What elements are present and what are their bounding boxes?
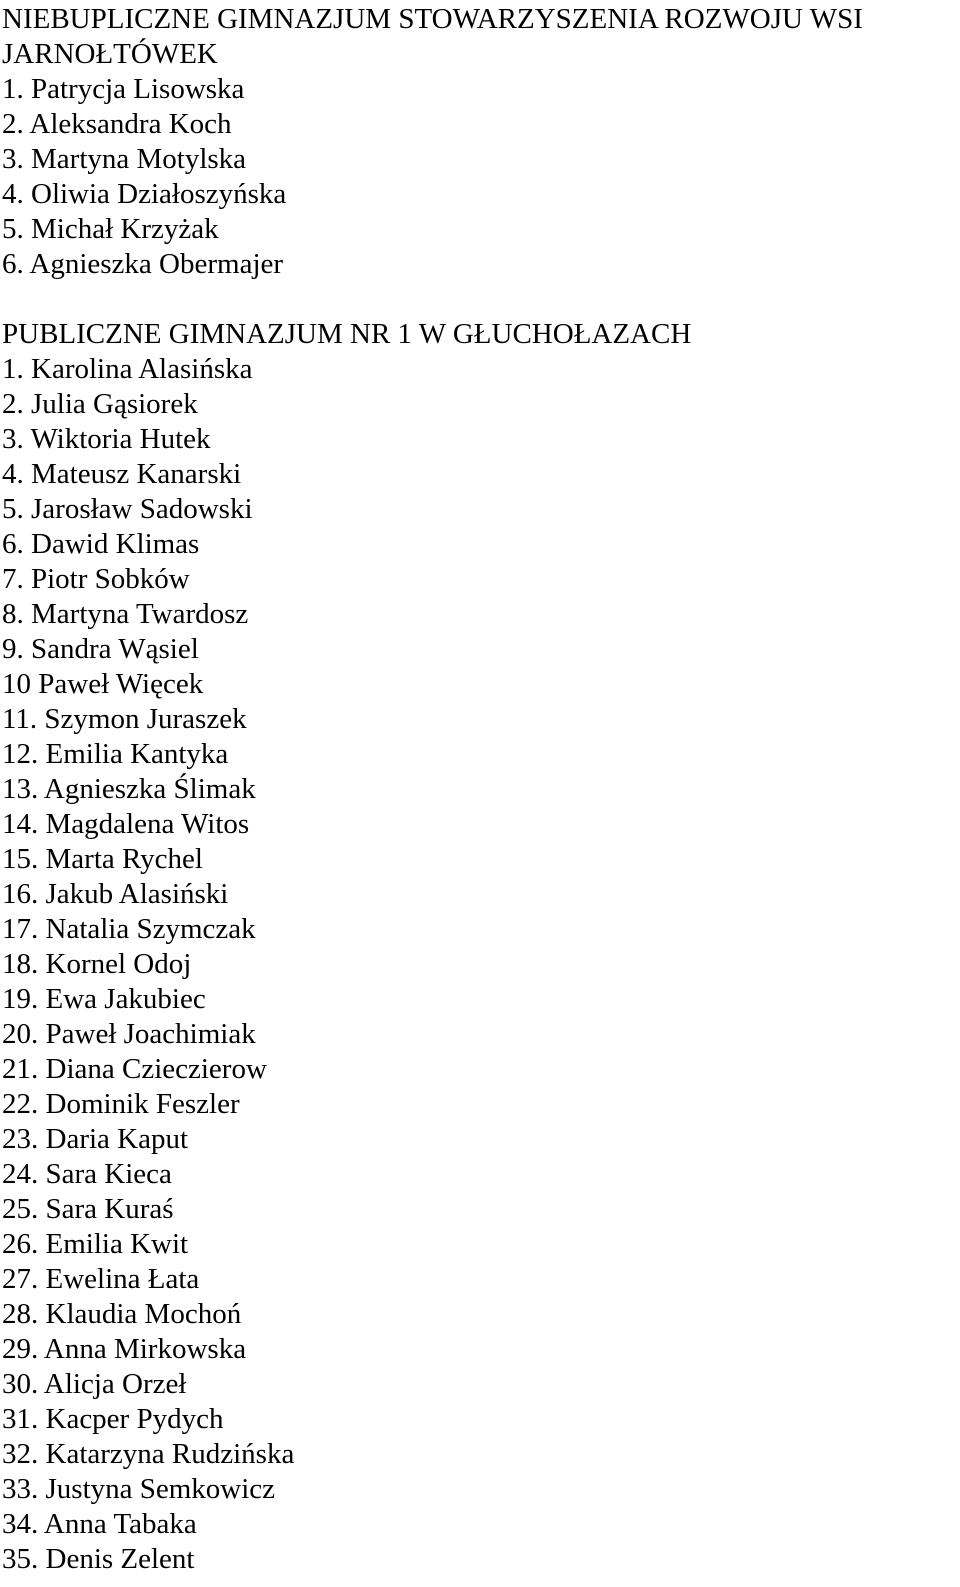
list-item: 12. Emilia Kantyka: [2, 738, 229, 770]
list-item: 24. Sara Kieca: [2, 1158, 172, 1190]
list-item: 21. Diana Czieczierow: [2, 1053, 267, 1085]
list-item: 6. Dawid Klimas: [2, 528, 200, 560]
list-item: 34. Anna Tabaka: [2, 1508, 197, 1540]
list-item: 8. Martyna Twardosz: [2, 598, 249, 630]
list-item: 28. Klaudia Mochoń: [2, 1298, 242, 1330]
list-item: 13. Agnieszka Ślimak: [2, 773, 256, 805]
document-page: [2, 2, 952, 1577]
list-item: 31. Kacper Pydych: [2, 1403, 224, 1435]
list-item: 5. Jarosław Sadowski: [2, 493, 253, 525]
list-item: 4. Mateusz Kanarski: [2, 458, 242, 490]
list-item: 3. Martyna Motylska: [2, 143, 247, 175]
list-item: 1. Karolina Alasińska: [2, 353, 253, 385]
list-item: 16. Jakub Alasiński: [2, 878, 229, 910]
section-spacer: [2, 282, 952, 317]
list-item: 2. Julia Gąsiorek: [2, 388, 198, 420]
list-item: 17. Natalia Szymczak: [2, 913, 256, 945]
list-item: 5. Michał Krzyżak: [2, 213, 219, 245]
list-item: 20. Paweł Joachimiak: [2, 1018, 256, 1050]
list-item: 14. Magdalena Witos: [2, 808, 250, 840]
section-title: NIEBUPLICZNE GIMNAZJUM STOWARZYSZENIA ROZWOJU WSI JARNOŁTÓWEK: [2, 3, 863, 70]
list-item: 22. Dominik Feszler: [2, 1088, 240, 1120]
section-publiczne: [2, 317, 952, 1577]
list-item: 9. Sandra Wąsiel: [2, 633, 199, 665]
section-niepubliczne: [2, 2, 952, 282]
list-item: 27. Ewelina Łata: [2, 1263, 200, 1295]
list-item: 3. Wiktoria Hutek: [2, 423, 211, 455]
list-item: 35. Denis Zelent: [2, 1543, 195, 1575]
list-item: 33. Justyna Semkowicz: [2, 1473, 276, 1505]
student-list: [2, 352, 952, 1577]
list-item: 19. Ewa Jakubiec: [2, 983, 206, 1015]
list-item: 7. Piotr Sobków: [2, 563, 190, 595]
list-item: 6. Agnieszka Obermajer: [2, 248, 284, 280]
list-item: 2. Aleksandra Koch: [2, 108, 232, 140]
list-item: 25. Sara Kuraś: [2, 1193, 174, 1225]
list-item: 30. Alicja Orzeł: [2, 1368, 187, 1400]
list-item: 23. Daria Kaput: [2, 1123, 189, 1155]
list-item: 11. Szymon Juraszek: [2, 703, 247, 735]
section-title: PUBLICZNE GIMNAZJUM NR 1 W GŁUCHOŁAZACH: [2, 318, 692, 350]
list-item: 26. Emilia Kwit: [2, 1228, 189, 1260]
student-list: [2, 72, 952, 282]
list-item: 15. Marta Rychel: [2, 843, 203, 875]
list-item: 32. Katarzyna Rudzińska: [2, 1438, 295, 1470]
list-item: 1. Patrycja Lisowska: [2, 73, 245, 105]
list-item: 29. Anna Mirkowska: [2, 1333, 247, 1365]
list-item: 4. Oliwia Działoszyńska: [2, 178, 287, 210]
list-item: 10 Paweł Więcek: [2, 668, 204, 700]
list-item: 18. Kornel Odoj: [2, 948, 192, 980]
